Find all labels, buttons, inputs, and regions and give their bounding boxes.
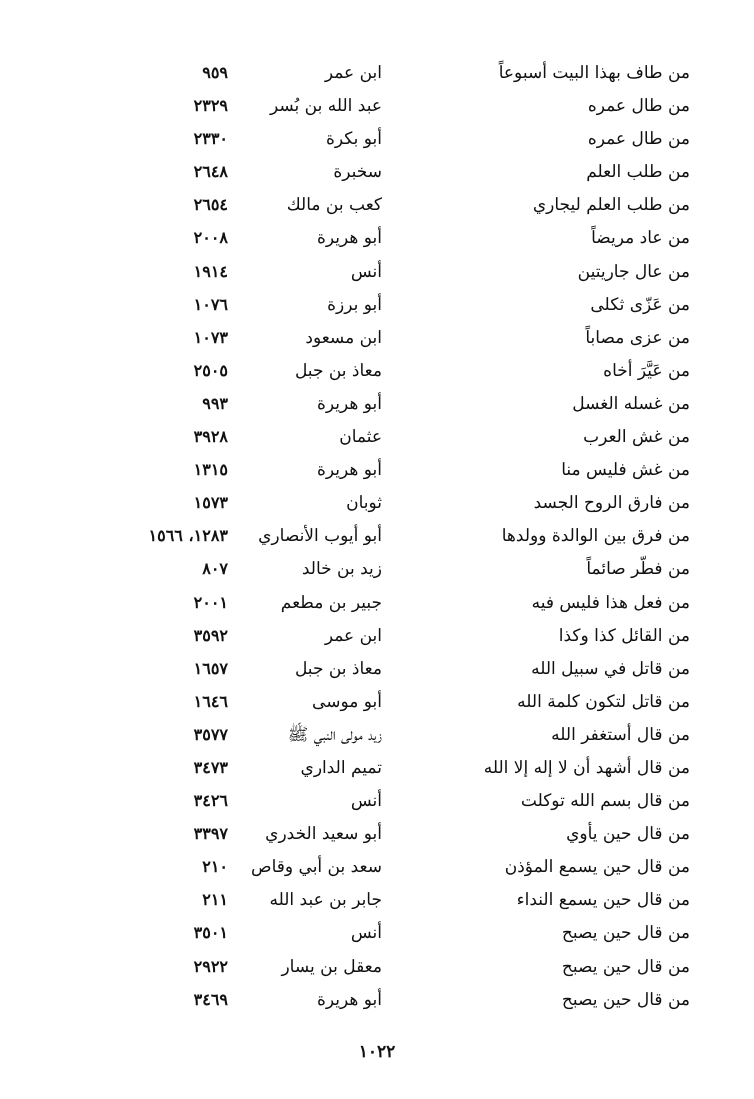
narrator-name: معقل بن يسار xyxy=(281,956,382,977)
narrator-name: أبو أيوب الأنصاري xyxy=(258,526,382,547)
narrator-name: ابن عمر xyxy=(324,63,382,83)
narrator-name: أنس xyxy=(350,261,382,282)
narrator-name: أبو هريرة xyxy=(316,460,382,481)
index-row xyxy=(0,91,754,124)
hadith-opening-text: من قال حين يصبح xyxy=(561,956,690,977)
narrator-name: أبو سعيد الخدري xyxy=(265,824,382,845)
hadith-number: ١٢٨٣، ١٥٦٦ xyxy=(148,526,228,546)
hadith-number: ٢١٠ xyxy=(202,857,228,877)
hadith-opening-text: من قال أشهد أن لا إله إلا الله xyxy=(483,757,690,778)
index-row xyxy=(0,918,754,951)
index-row xyxy=(0,257,754,290)
hadith-number: ١٥٧٣ xyxy=(193,493,228,513)
hadith-opening-text: من طاف بهذا البيت أسبوعاً xyxy=(498,63,690,83)
index-row xyxy=(0,720,754,753)
narrator-name: جبير بن مطعم xyxy=(280,592,382,613)
index-row xyxy=(0,356,754,389)
index-row xyxy=(0,190,754,223)
narrator-name: معاذ بن جبل xyxy=(294,658,382,679)
index-row xyxy=(0,621,754,654)
index-row xyxy=(0,654,754,687)
hadith-number: ٨٠٧ xyxy=(202,559,228,579)
index-row xyxy=(0,124,754,157)
hadith-opening-text: من عَزّى ثكلى xyxy=(590,294,690,315)
index-row xyxy=(0,554,754,587)
narrator-name: أنس xyxy=(350,791,382,812)
hadith-number: ١٦٥٧ xyxy=(193,658,228,678)
index-row xyxy=(0,819,754,852)
hadith-number: ٣٥٩٢ xyxy=(193,625,228,645)
hadith-opening-text: من فعل هذا فليس فيه xyxy=(531,592,690,613)
index-row xyxy=(0,455,754,488)
narrator-name: أبو موسى xyxy=(312,691,382,712)
hadith-number: ٢٣٣٠ xyxy=(193,129,228,149)
narrator-name: أبو هريرة xyxy=(316,228,382,249)
hadith-number: ٣٣٩٧ xyxy=(193,824,228,844)
hadith-opening-text: من القائل كذا وكذا xyxy=(558,625,690,646)
hadith-opening-text: من قاتل لتكون كلمة الله xyxy=(517,691,690,712)
index-row xyxy=(0,588,754,621)
hadith-number: ٣٩٢٨ xyxy=(193,427,228,447)
hadith-opening-text: من قال حين يصبح xyxy=(561,989,690,1010)
hadith-opening-text: من طلب العلم xyxy=(586,162,690,183)
hadith-opening-text: من قاتل في سبيل الله xyxy=(531,658,690,679)
hadith-number: ٢٦٥٤ xyxy=(193,195,228,215)
narrator-name: ابن مسعود xyxy=(305,327,382,348)
index-row xyxy=(0,488,754,521)
hadith-number: ٣٤٢٦ xyxy=(193,791,228,811)
index-row xyxy=(0,985,754,1018)
index-row xyxy=(0,852,754,885)
hadith-number: ٢٦٤٨ xyxy=(193,162,228,182)
narrator-name: عبد الله بن بُسر xyxy=(269,96,382,117)
index-row xyxy=(0,687,754,720)
index-row xyxy=(0,952,754,985)
narrator-name: أبو برزة xyxy=(327,294,382,315)
index-row xyxy=(0,223,754,256)
narrator-name: جابر بن عبد الله xyxy=(269,890,382,911)
hadith-number: ١٠٧٣ xyxy=(193,327,228,347)
hadith-opening-text: من قال أستغفر الله xyxy=(551,724,690,745)
hadith-number: ٢٣٢٩ xyxy=(193,96,228,116)
hadith-number: ٣٤٧٣ xyxy=(193,757,228,777)
hadith-opening-text: من فارق الروح الجسد xyxy=(533,493,690,514)
index-row xyxy=(0,157,754,190)
hadith-number: ٢٩٢٢ xyxy=(193,956,228,976)
hadith-opening-text: من غش فليس منا xyxy=(561,460,690,481)
hadith-number: ٢١١ xyxy=(202,890,228,910)
hadith-number: ١٦٤٦ xyxy=(193,691,228,711)
hadith-opening-text: من غش العرب xyxy=(583,427,690,448)
hadith-opening-text: من قال بسم الله توكلت xyxy=(520,791,690,812)
hadith-number: ٣٥٠١ xyxy=(193,923,228,943)
hadith-opening-text: من عزى مصاباً xyxy=(585,327,690,348)
hadith-opening-text: من طلب العلم ليجاري xyxy=(532,195,690,216)
hadith-opening-text: من عاد مريضاً xyxy=(591,228,690,249)
hadith-number: ١٩١٤ xyxy=(193,261,228,281)
index-row xyxy=(0,786,754,819)
hadith-opening-text: من طال عمره xyxy=(587,129,690,150)
narrator-name: سخبرة xyxy=(333,162,382,183)
hadith-opening-text: من قال حين يسمع النداء xyxy=(516,890,690,911)
hadith-number: ٣٥٧٧ xyxy=(193,724,228,744)
narrator-name: أبو هريرة xyxy=(316,989,382,1010)
hadith-number: ٣٤٦٩ xyxy=(193,989,228,1009)
narrator-name: ابن عمر xyxy=(324,625,382,646)
hadith-opening-text: من عال جاريتين xyxy=(577,261,690,282)
index-row xyxy=(0,753,754,786)
narrator-name: سعد بن أبي وقاص xyxy=(251,857,382,878)
hadith-opening-text: من قال حين يسمع المؤذن xyxy=(504,857,690,878)
index-row xyxy=(0,389,754,422)
hadith-opening-text: من طال عمره xyxy=(587,96,690,117)
hadith-opening-text: من قال حين يأوي xyxy=(566,824,690,845)
narrator-name: عثمان xyxy=(339,427,382,448)
index-row xyxy=(0,521,754,554)
narrator-name: ثوبان xyxy=(346,493,382,514)
narrator-name: زيد بن خالد xyxy=(301,559,382,580)
hadith-number: ٢٠٠٨ xyxy=(193,228,228,248)
hadith-opening-text: من عَيَّرَ أخاه xyxy=(603,360,690,381)
index-row xyxy=(0,290,754,323)
narrator-name: زيد مولى النبي ﷺ xyxy=(287,724,382,745)
hadith-opening-text: من غسله الغسل xyxy=(572,393,690,414)
page-number: ١٠٢٢ xyxy=(358,1042,396,1062)
hadith-number: ٢٥٠٥ xyxy=(193,360,228,380)
hadith-number: ٩٥٩ xyxy=(202,63,228,82)
index-row xyxy=(0,323,754,356)
hadith-index-table xyxy=(0,58,754,1018)
index-row xyxy=(0,885,754,918)
hadith-opening-text: من فطّر صائماً xyxy=(586,559,690,580)
narrator-name: أبو هريرة xyxy=(316,393,382,414)
narrator-name: أنس xyxy=(350,923,382,944)
narrator-name: كعب بن مالك xyxy=(286,195,382,216)
hadith-number: ٢٠٠١ xyxy=(193,592,228,612)
narrator-name: أبو بكرة xyxy=(325,129,382,150)
narrator-name: تميم الداري xyxy=(300,757,382,778)
index-row xyxy=(0,58,754,91)
hadith-opening-text: من فرق بين الوالدة وولدها xyxy=(501,526,690,547)
hadith-number: ١٠٧٦ xyxy=(193,294,228,314)
index-row xyxy=(0,422,754,455)
hadith-number: ١٣١٥ xyxy=(193,460,228,480)
hadith-number: ٩٩٣ xyxy=(202,393,228,413)
hadith-opening-text: من قال حين يصبح xyxy=(561,923,690,944)
narrator-name: معاذ بن جبل xyxy=(294,360,382,381)
